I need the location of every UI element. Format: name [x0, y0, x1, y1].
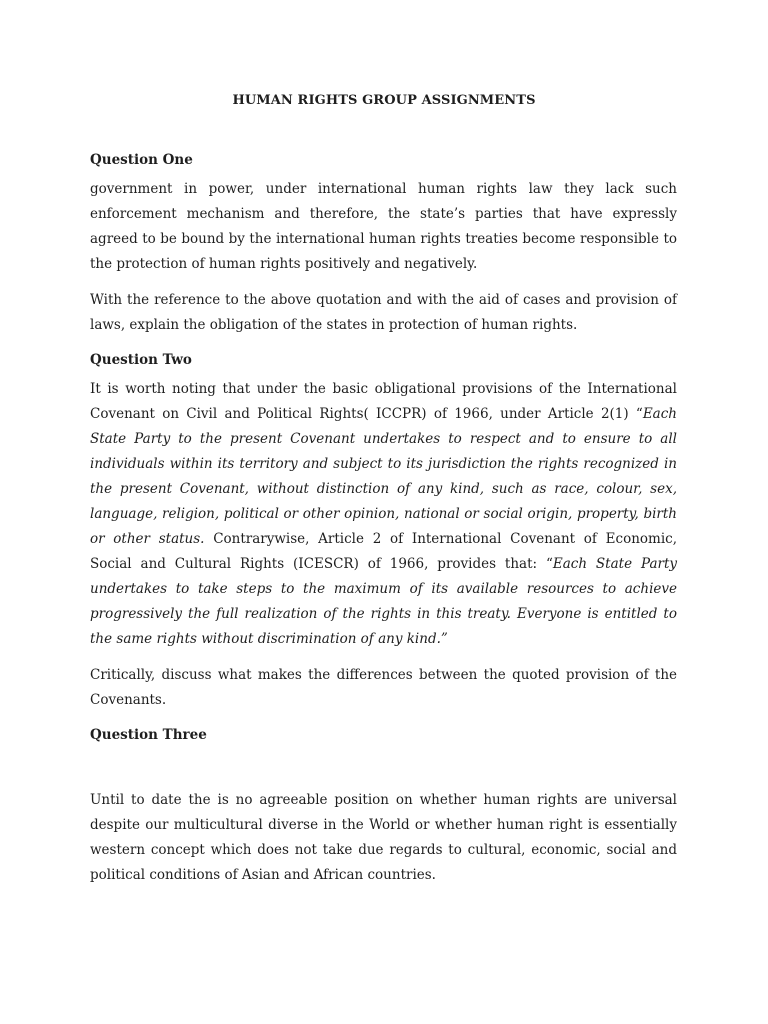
question-two-text-intro: It is worth noting that under the basic obligational provisions of the International Covenant on Civil and Political Rights( ICCPR) of 1966, under Article 2(1) “	[90, 381, 677, 422]
question-two-heading: Question Two	[90, 352, 192, 368]
question-three-paragraph-1: Until to date the is no agreeable position on whether human rights are universal despite our multicultural diverse in the World or whether human right is essentially western concept which does not take due regards to cultural, economic, social and political conditions of Asian and African countries.	[90, 792, 677, 883]
question-three-heading: Question Three	[90, 727, 207, 743]
question-two-text-contrast: Contrarywise, Article 2 of International Covenant of Economic, Social and Cultural Rights (ICESCR) of 1966, provides that: “	[90, 531, 677, 572]
question-two-paragraph-1	[90, 377, 677, 652]
question-one-paragraph-2: With the reference to the above quotation and with the aid of cases and provision of laws, explain the obligation of the states in protection of human rights.	[90, 292, 677, 333]
question-one-paragraph-1: government in power, under international human rights law they lack such enforcement mechanism and therefore, the state’s parties that have expressly agreed to be bound by the international human rights treaties become responsible to the protection of human rights positively and negatively.	[90, 181, 677, 272]
icescr-quote: Each State Party undertakes to take steps to the maximum of its available resources to achieve progressively the full realization of the rights in this treaty. Everyone is entitled to the same rights without discrimination of any kind.”	[90, 556, 677, 647]
question-one-heading: Question One	[90, 152, 193, 168]
document-title: HUMAN RIGHTS GROUP ASSIGNMENTS	[232, 93, 536, 108]
question-two-paragraph-2: Critically, discuss what makes the differences between the quoted provision of the Covenants.	[90, 667, 677, 708]
iccpr-quote: Each State Party to the present Covenant undertakes to respect and to ensure to all individuals within its territory and subject to its jurisdiction the rights recognized in the present Covenant, without distinction of any kind, such as race, colour, sex, language, religion, political or other opinion, national or social origin, property, birth or other status.	[90, 406, 677, 547]
